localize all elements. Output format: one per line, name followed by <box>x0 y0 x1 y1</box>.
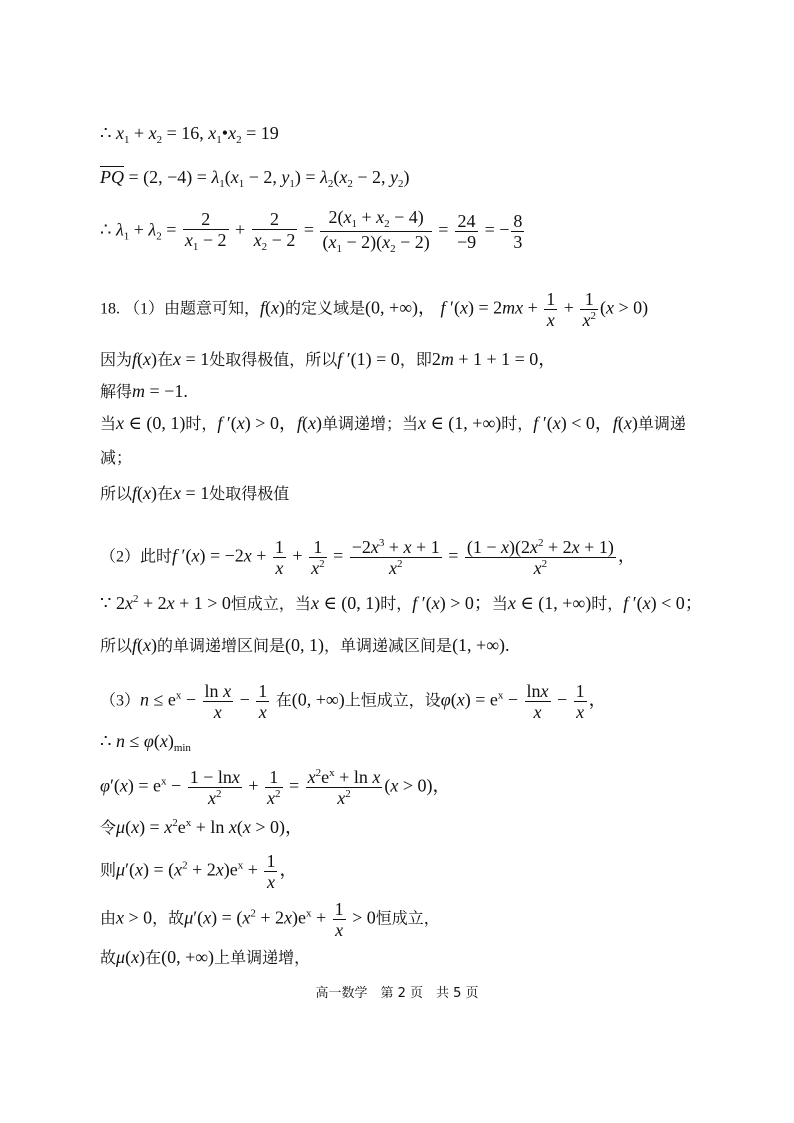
text: 的单调递增区间是 <box>157 638 286 655</box>
text: 故 <box>100 950 117 967</box>
text: 由 <box>100 910 117 928</box>
line-monotonic-intervals: 当x ∈ (0, 1)时，f ′(x) > 0，f(x)单调递增；当x ∈ (1, +∞)时，f ′(x) < 0，f(x)单调递 <box>100 413 686 433</box>
text: 令 <box>100 820 117 837</box>
text: 的定义域是 <box>285 300 366 318</box>
line-sum-product: ∴ $x_1 + x_2 = 16$, $x_1•x_2 = 19$ <box>100 123 279 146</box>
line-lambda-sum: ∴ $\lambda_1 + \lambda_2$ = $\frac{2}{x_1 - 2}$ + $\frac{2}{x_2 - 2}$ = $\frac{2(x_1 + x_2 - 4)}{(x_1 - 2)(x_2 - 2)}$ = $\frac{24}{-9}$ = − $\frac{8}{3}$ <box>100 207 523 255</box>
text: 18. （1）由题意可知， <box>100 300 261 318</box>
text: ，即 <box>399 352 432 369</box>
text: 恒成立，当 <box>230 596 311 613</box>
page-footer: 高一数学 第 2 页 共 5 页 <box>315 986 479 1001</box>
text: 单调递 <box>637 416 686 433</box>
line-q18-part1: 18. （1）由题意可知，f(x)的定义域是(0, +∞)， f ′(x) = 2mx + $\frac{1}{x}$ + $\frac{1}{x^2}$ (x > 0) <box>100 289 649 330</box>
text: 时， <box>185 416 218 433</box>
line-vector-pq: $\overline{PQ} = (2$, $-4) = \lambda_1(x_1 - 2$, $y_1) = \lambda_2(x_2 - 2$, $y_2$) <box>100 167 410 190</box>
line-decrease-cont: 减； <box>100 448 133 467</box>
text: ，单调递减区间是 <box>324 638 453 655</box>
text: 处取得极值，所以 <box>209 352 338 369</box>
text: 在 <box>157 352 174 369</box>
text: 则 <box>100 862 117 880</box>
line-phi-derivative: $\varphi'(x) = e^x$ − $\frac{1 - \ln x}{x^2}$ + $\frac{1}{x^2}$ = $\frac{x^2e^x + \ln x}{x^2}$ (x > 0)， <box>100 767 451 808</box>
line-mu-derivative: 则$\mu'(x) = (x^2 + 2x)e^x$ + $\frac{1}{x}$ ， <box>100 851 298 892</box>
line-q18-part2: （2）此时f ′(x) = −2x + $\frac{1}{x}$ + $\frac{1}{x^2}$ = $\frac{-2x^3 + x + 1}{x^2}$ = $\frac{(1 - x)(2x^2 + 2x + 1)}{x^2}$ ， <box>100 537 636 578</box>
text: （2）此时 <box>100 548 173 566</box>
text: 解得 <box>100 384 133 401</box>
text: 所以 <box>100 486 133 503</box>
line-extremum-condition: 因为f(x)在x = 1处取得极值，所以f ′(1) = 0，即2m + 1 + 1 = 0， <box>100 349 557 369</box>
line-mu-positive: 由x > 0，故$\mu'(x) = (x^2 + 2x)e^x$ + $\frac{1}{x}$ > 0恒成立， <box>100 899 440 940</box>
line-solve-m: 解得m = −1. <box>100 381 188 401</box>
text: 单调递增；当 <box>321 416 418 433</box>
text: 上单调递增， <box>214 950 311 967</box>
text: 当 <box>100 416 117 433</box>
line-mu-increasing: 故μ(x)在(0, +∞)上单调递增， <box>100 947 311 967</box>
line-define-mu: 令$\mu(x) = x^2e^x + \ln x(x > 0)$， <box>100 817 304 837</box>
line-extremum-conclusion: 所以f(x)在x = 1处取得极值 <box>100 483 290 503</box>
line-sign-analysis: ∵ $2x^2 + 2x + 1 > 0$恒成立，当x ∈ (0, 1)时，f ′(x) > 0；当x ∈ (1, +∞)时，f ′(x) < 0； <box>100 593 703 613</box>
text: 处取得极值 <box>209 486 290 503</box>
text: 恒成立， <box>375 910 440 928</box>
line-n-min: ∴ $n \le \varphi(x)_{min}$ <box>100 731 191 754</box>
text: （3） <box>100 692 141 710</box>
line-intervals-conclusion: 所以f(x)的单调递增区间是(0, 1)，单调递减区间是(1, +∞). <box>100 635 510 655</box>
line-q18-part3: $(3)n \le e^x$ − $\frac{\text{ln x}}{x}$ − $\frac{1}{x}$ 在(0, +∞)上恒成立，设$\varphi(x) = e^x$ − $\frac{\ln x}{x}$ − $\frac{1}{x}$ ， <box>100 681 607 722</box>
text: 上恒成立，设 <box>344 692 441 710</box>
text: ，故 <box>152 910 185 928</box>
text: 因为 <box>100 352 133 369</box>
